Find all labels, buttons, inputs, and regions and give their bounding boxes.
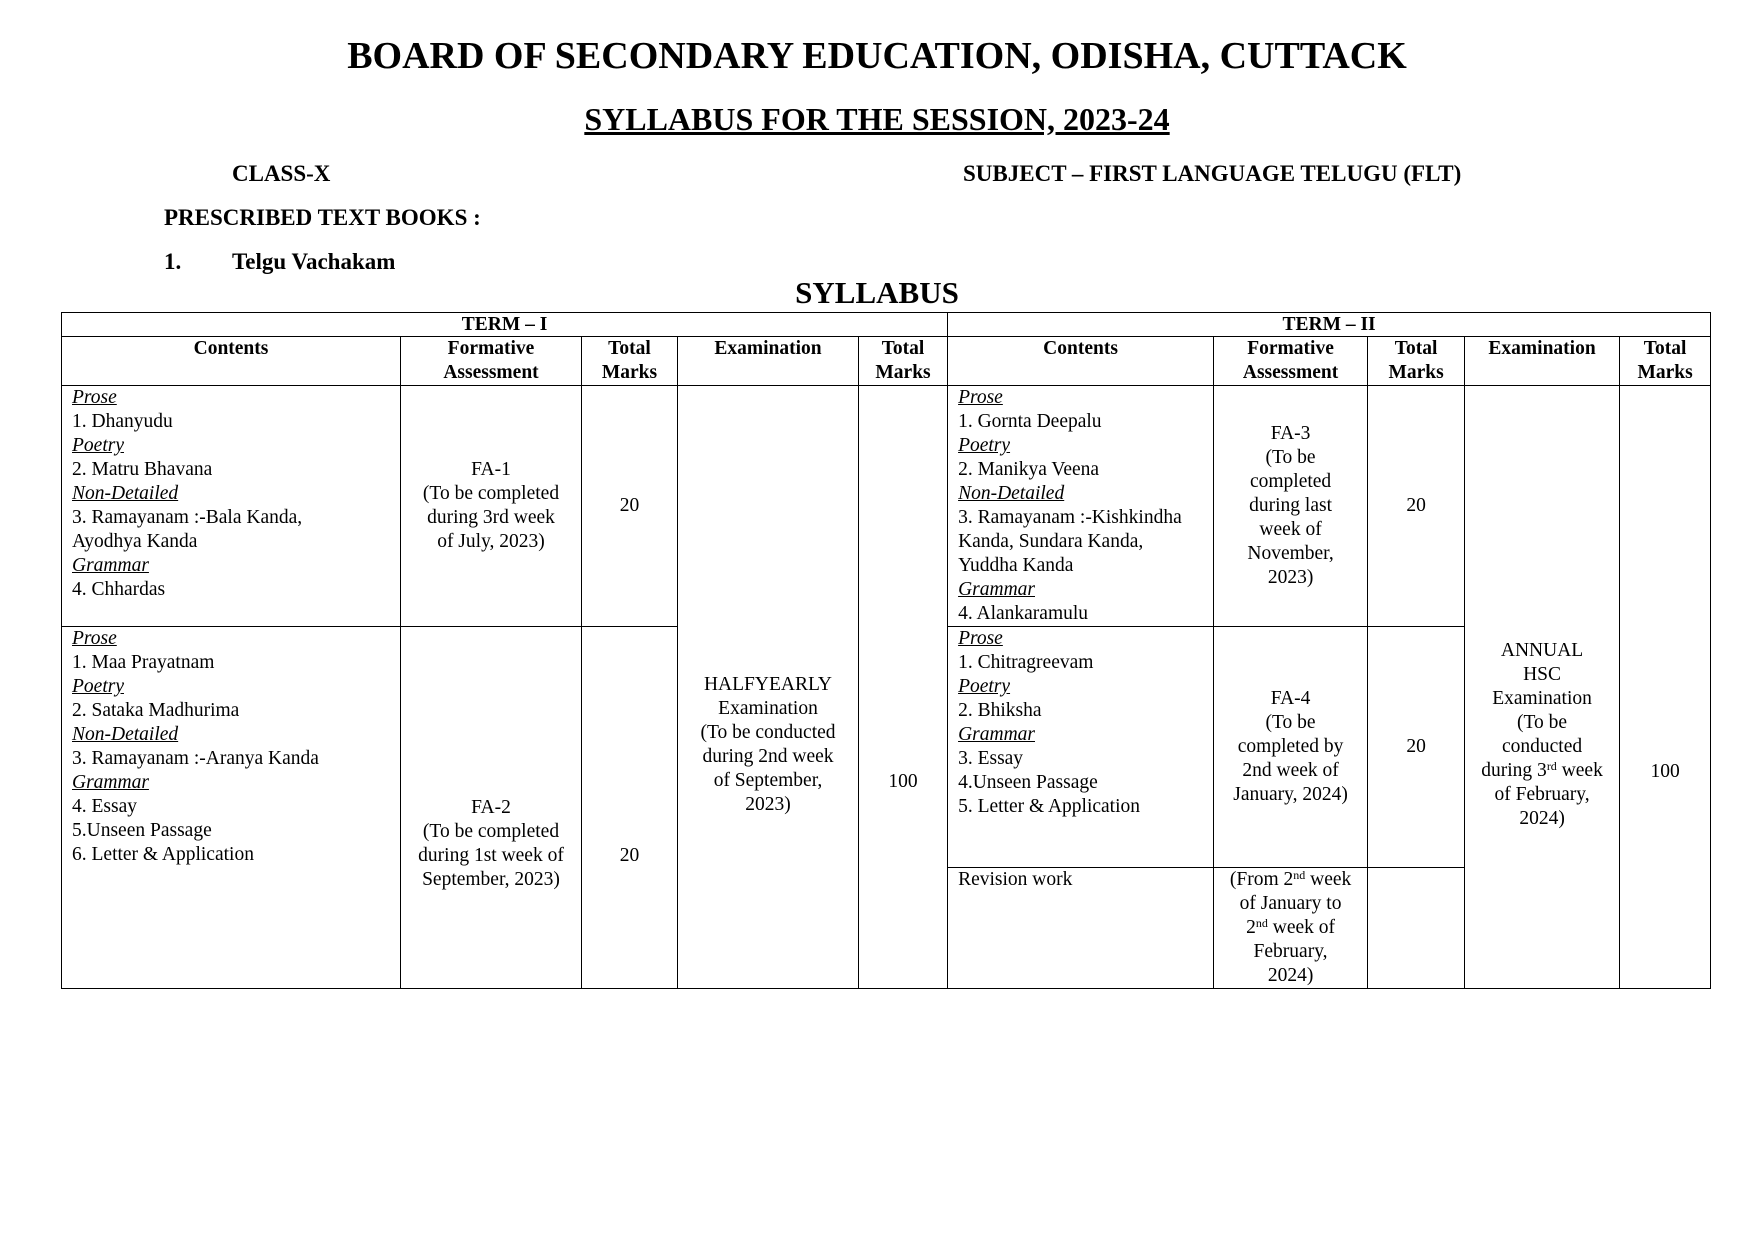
category-heading: Grammar (72, 555, 149, 576)
content-item: 5. Letter & Application (958, 796, 1141, 817)
text-line: Examination (718, 697, 818, 719)
fa1-marks: 20 (582, 386, 678, 627)
content-item: 4. Chhardas (72, 579, 166, 600)
fa4-marks: 20 (1368, 627, 1465, 868)
content-item: 1. Chitragreevam (958, 652, 1094, 673)
board-title: BOARD OF SECONDARY EDUCATION, ODISHA, CUTTACK (347, 35, 1407, 77)
content-item: 2. Sataka Madhurima (72, 700, 240, 721)
text-line: (To be completed (422, 820, 560, 842)
col-formative: Formative Assessment (401, 337, 582, 386)
prescribed-books-label: PRESCRIBED TEXT BOOKS : (164, 205, 481, 230)
fa2-assessment (401, 627, 582, 989)
col-contents: Contents (62, 337, 401, 386)
fa2-marks: 20 (582, 627, 678, 989)
content-item: 5.Unseen Passage (72, 820, 212, 841)
fa2-contents (62, 627, 401, 989)
content-item: 2. Manikya Veena (958, 459, 1100, 480)
category-heading: Prose (72, 628, 117, 649)
category-heading: Non-Detailed (72, 724, 179, 745)
content-item: 2. Bhiksha (958, 700, 1042, 721)
book-title: Telgu Vachakam (232, 249, 396, 274)
session-title: SYLLABUS FOR THE SESSION, 2023-24 (584, 101, 1170, 137)
text-line: during 1st week of (418, 844, 564, 866)
category-heading: Poetry (958, 676, 1011, 697)
category-heading: Prose (958, 387, 1003, 408)
fa3-marks: 20 (1368, 386, 1465, 627)
revision-work: Revision work (948, 868, 1214, 989)
text-line: of September, (713, 769, 823, 791)
text-line: during 2nd week (702, 745, 834, 767)
text-line: FA-4 (1270, 688, 1311, 709)
content-item: 4. Essay (72, 796, 137, 817)
category-heading: Poetry (72, 435, 124, 456)
text-line: (To be completed (422, 483, 560, 504)
category-heading: Prose (72, 387, 117, 408)
text-line: (To be conducted (700, 721, 836, 743)
halfyearly-exam (678, 386, 859, 989)
category-heading: Poetry (958, 435, 1011, 456)
content-item: 3. Ramayanam :-Aranya Kanda (72, 748, 319, 769)
text-line: FA-3 (1270, 423, 1311, 444)
category-heading: Grammar (958, 724, 1035, 745)
annual-exam: ANNUAL HSC Examination (To be conducted during 3rd week of February, 2024) (1465, 386, 1620, 989)
term2-header: TERM – II (948, 313, 1711, 337)
text-line: during 3rd week (427, 507, 555, 528)
col-total-marks: Total Marks (859, 337, 948, 386)
text-line: September, 2023) (422, 868, 560, 890)
col-total-marks: Total Marks (582, 337, 678, 386)
col-examination: Examination (678, 337, 859, 386)
content-item: 3. Ramayanam :-Bala Kanda, (72, 507, 303, 528)
content-item: Yuddha Kanda (958, 555, 1074, 576)
category-heading: Grammar (72, 772, 149, 793)
content-item: 4.Unseen Passage (958, 772, 1098, 793)
content-item: 1. Gornta Deepalu (958, 411, 1102, 432)
category-heading: Poetry (72, 676, 124, 697)
content-item: 6. Letter & Application (72, 844, 254, 865)
text-line: January, 2024) (1233, 784, 1348, 805)
category-heading: Prose (958, 628, 1003, 649)
revision-marks-empty (1368, 868, 1465, 989)
text-line: (To be (1265, 447, 1316, 468)
text-line: 2nd week of (1242, 760, 1339, 781)
syllabus-heading: SYLLABUS (795, 275, 959, 310)
content-item: 2. Matru Bhavana (72, 459, 213, 480)
text-line: 2023) (1267, 567, 1314, 588)
text-line: FA-1 (471, 459, 511, 480)
fa1-assessment (401, 386, 582, 627)
fa3-contents (948, 386, 1214, 627)
text-line: during last (1249, 495, 1332, 516)
book-item (164, 248, 395, 276)
text-line: 2023) (745, 793, 791, 815)
text-line: November, (1247, 543, 1334, 564)
col-total-marks: Total Marks (1620, 337, 1711, 386)
revision-period: (From 2nd week of January to 2nd week of February, 2024) (1214, 868, 1368, 989)
content-item: Ayodhya Kanda (72, 531, 198, 552)
book-number: 1. (164, 249, 182, 274)
text-line: HALFYEARLY (703, 673, 833, 695)
category-heading: Grammar (958, 579, 1035, 600)
col-total-marks: Total Marks (1368, 337, 1465, 386)
category-heading: Non-Detailed (72, 483, 179, 504)
text-line: (To be (1265, 712, 1316, 733)
fa4-assessment (1214, 627, 1368, 868)
col-examination: Examination (1465, 337, 1620, 386)
fa3-assessment (1214, 386, 1368, 627)
fa1-contents (62, 386, 401, 627)
annual-marks: 100 (1620, 386, 1711, 989)
text-line: of July, 2023) (437, 531, 545, 552)
content-item: Kanda, Sundara Kanda, (958, 531, 1144, 552)
content-item: 4. Alankaramulu (958, 603, 1089, 624)
text-line: week of (1259, 519, 1322, 540)
col-contents: Contents (948, 337, 1214, 386)
content-item: 3. Essay (958, 748, 1024, 769)
fa4-contents (948, 627, 1214, 868)
text-line: completed (1249, 471, 1332, 492)
term1-header: TERM – I (62, 313, 948, 337)
content-item: 1. Maa Prayatnam (72, 652, 215, 673)
class-label: CLASS-X (232, 161, 331, 186)
text-line: FA-2 (471, 796, 511, 818)
content-item: 3. Ramayanam :-Kishkindha (958, 507, 1182, 528)
subject-label: SUBJECT – FIRST LANGUAGE TELUGU (FLT) (963, 161, 1462, 186)
col-formative: Formative Assessment (1214, 337, 1368, 386)
syllabus-table (61, 312, 1711, 989)
halfyearly-marks: 100 (859, 386, 948, 989)
content-item: 1. Dhanyudu (72, 411, 173, 432)
text-line: completed by (1237, 736, 1344, 757)
category-heading: Non-Detailed (958, 483, 1065, 504)
